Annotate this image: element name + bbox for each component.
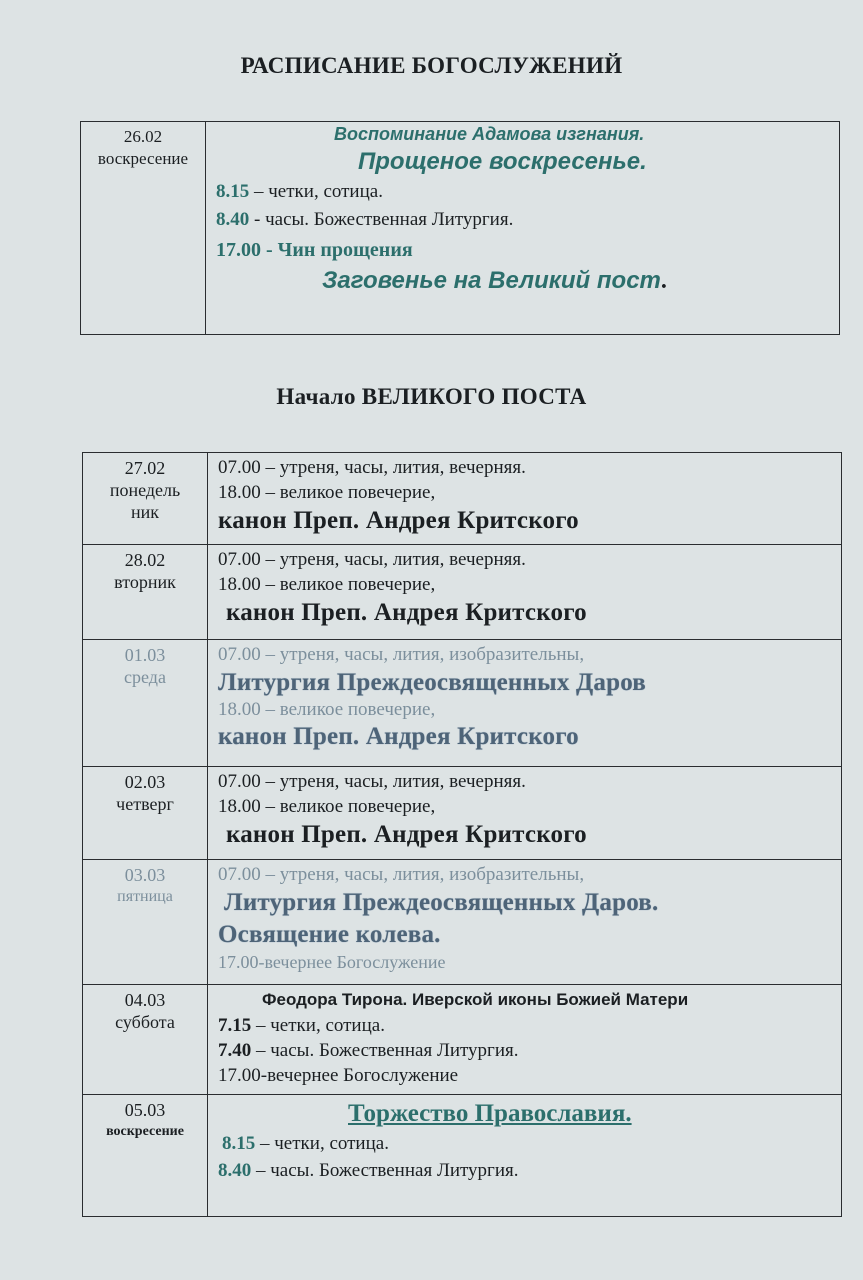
weekday: ник: [130, 502, 159, 522]
canon-line: канон Преп. Андрея Критского: [218, 723, 579, 750]
date-cell: [83, 545, 208, 640]
service-text: – четки, сотица.: [251, 1015, 385, 1036]
service-line: 18.00 – великое повечерие,: [218, 574, 436, 595]
weekday: понедель: [109, 480, 181, 500]
service-time: 7.40: [218, 1040, 252, 1061]
table-row: [81, 122, 840, 335]
service-line: 18.00 – великое повечерие,: [218, 699, 436, 720]
closing-text: Заговенье на Великий пост: [322, 267, 661, 294]
date-cell: [83, 767, 208, 860]
weekday: вторник: [114, 572, 176, 592]
weekday: воскресение: [97, 149, 189, 168]
service-time: 8.15: [216, 181, 250, 202]
closing-line: [216, 266, 833, 296]
table-row: [83, 767, 842, 860]
service-line: [216, 234, 833, 266]
services-cell: [208, 1095, 842, 1217]
table-row: [83, 985, 842, 1095]
service-line: 07.00 – утреня, часы, лития, изобразительны,: [218, 864, 585, 885]
service-text: Чин прощения: [272, 239, 413, 261]
service-text: – часы. Божественная Литургия.: [251, 1160, 519, 1181]
service-text: – часы. Божественная Литургия.: [251, 1040, 519, 1061]
table-row: [83, 545, 842, 640]
service-time: 8.40: [216, 209, 250, 230]
weekday: пятница: [117, 888, 173, 905]
service-line: 17.00-вечернее Богослужение: [218, 952, 446, 972]
date-cell: [81, 122, 206, 335]
date-cell: [83, 640, 208, 767]
liturgy-line: Литургия Преждеосвященных Даров.: [224, 889, 659, 916]
service-line: 17.00-вечернее Богослужение: [218, 1065, 459, 1086]
canon-line: канон Преп. Андрея Критского: [226, 599, 587, 626]
services-cell: [208, 453, 842, 545]
feast-title: Воспоминание Адамова изгнания.: [334, 124, 645, 144]
services-cell: [208, 767, 842, 860]
date: 02.03: [124, 772, 166, 792]
service-text: – четки, сотица.: [255, 1133, 389, 1154]
service-line: 18.00 – великое повечерие,: [218, 796, 436, 817]
services-cell: [208, 640, 842, 767]
feast-line: Феодора Тирона. Иверской иконы Божией Матери: [262, 990, 689, 1009]
blessing-line: Освящение колева.: [218, 921, 441, 948]
services-cell: [208, 985, 842, 1095]
forgiveness-sunday-table: [80, 121, 840, 335]
date: 28.02: [124, 550, 166, 570]
service-text: - часы. Божественная Литургия.: [249, 209, 514, 230]
service-line: 18.00 – великое повечерие,: [218, 482, 436, 503]
service-line: 07.00 – утреня, часы, лития, изобразительны,: [218, 644, 585, 665]
service-line: [216, 206, 833, 234]
date: 26.02: [123, 127, 163, 146]
table-row: [83, 453, 842, 545]
services-cell: [208, 545, 842, 640]
service-line: 07.00 – утреня, часы, лития, вечерняя.: [218, 549, 526, 570]
service-time: 7.15: [218, 1015, 252, 1036]
section-title: Начало ВЕЛИКОГО ПОСТА: [276, 384, 587, 409]
service-line: [216, 178, 833, 206]
date: 27.02: [124, 458, 166, 478]
feast-line: Торжество Православия.: [348, 1100, 632, 1127]
date: 03.03: [124, 865, 166, 885]
service-line: [218, 1131, 835, 1156]
date-cell: [83, 453, 208, 545]
liturgy-line: Литургия Преждеосвященных Даров: [218, 669, 646, 696]
date-cell: [83, 1095, 208, 1217]
services-cell: [206, 122, 840, 335]
service-line: [218, 1038, 835, 1063]
service-line: [218, 1013, 835, 1038]
service-text: – четки, сотица.: [249, 181, 383, 202]
service-time: 17.00 -: [216, 239, 273, 261]
weekday: среда: [124, 667, 166, 687]
date-cell: [83, 985, 208, 1095]
table-row: [83, 1095, 842, 1217]
closing-dot: .: [660, 268, 667, 294]
date: 05.03: [124, 1100, 166, 1120]
service-line: [218, 1156, 835, 1186]
service-time: 8.40: [218, 1160, 252, 1181]
table-row: [83, 640, 842, 767]
page-title: РАСПИСАНИЕ БОГОСЛУЖЕНИЙ: [240, 53, 623, 78]
table-row: [83, 860, 842, 985]
service-line: 07.00 – утреня, часы, лития, вечерняя.: [218, 457, 526, 478]
services-cell: [208, 860, 842, 985]
feast-subtitle: Прощеное воскресенье.: [358, 148, 647, 175]
service-line: 07.00 – утреня, часы, лития, вечерняя.: [218, 771, 526, 792]
date-cell: [83, 860, 208, 985]
date: 01.03: [124, 645, 166, 665]
canon-line: канон Преп. Андрея Критского: [218, 507, 579, 534]
service-time: 8.15: [222, 1133, 256, 1154]
weekday: суббота: [115, 1012, 175, 1032]
lent-schedule-table: [82, 452, 842, 1217]
weekday: четверг: [116, 794, 174, 814]
weekday: воскресение: [106, 1124, 184, 1139]
canon-line: канон Преп. Андрея Критского: [226, 821, 587, 848]
date: 04.03: [124, 990, 166, 1010]
